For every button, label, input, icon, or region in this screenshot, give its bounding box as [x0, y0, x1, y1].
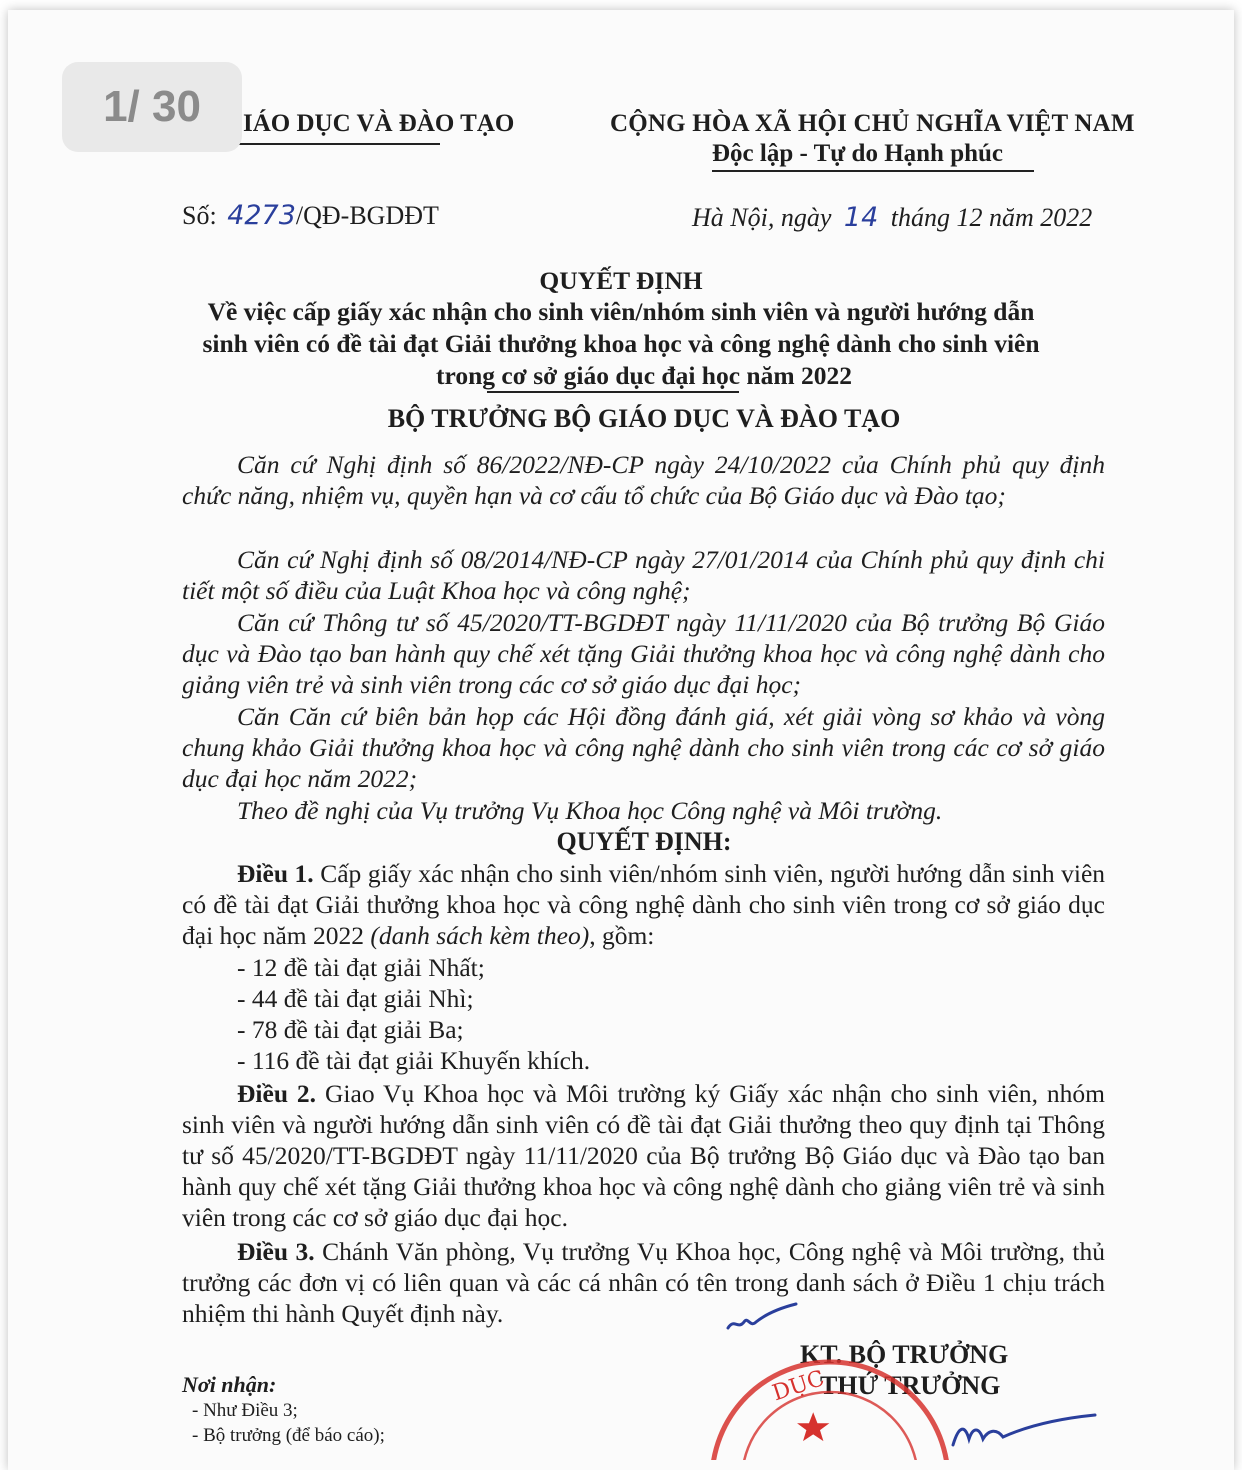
article-2-text: Giao Vụ Khoa học và Môi trường ký Giấy xác nhận cho sinh viên, nhóm sinh viên và người hướng dẫn sinh viên có đề tài đạt Giải thưởng theo quy định tại Thông tư số 45/2020/TT-BGDĐT ngày 11/11/2020 của Bộ trưởng Bộ Giáo dục và Đào tạo ban hành quy chế xét tặng Giải thưởng khoa học và công nghệ dành cho giảng viên trẻ và sinh viên trong các cơ sở giáo dục đại học. — [182, 1079, 1106, 1232]
article-2 — [182, 1078, 1105, 1233]
article-1-note: (danh sách kèm theo) — [370, 921, 590, 950]
motto-underline — [712, 170, 1034, 172]
page-indicator: 1/ 30 — [62, 62, 242, 152]
decision-subtitle-line-2: sinh viên có đề tài đạt Giải thưởng khoa học và công nghệ dành cho sinh viên — [202, 329, 1040, 358]
signature-role: THỨ TRƯỞNG — [820, 1371, 1001, 1400]
article-1-label: Điều 1. — [237, 859, 314, 888]
document-number-suffix: /QĐ-BGDĐT — [295, 201, 439, 230]
award-count-second: - 44 đề tài đạt giải Nhì; — [237, 984, 474, 1013]
article-2-label: Điều 2. — [237, 1079, 317, 1108]
handwritten-number: 4273 — [227, 200, 296, 231]
preamble-clause-2: Căn cứ Nghị định số 08/2014/NĐ-CP ngày 27/01/2014 của Chính phủ quy định chi tiết một số điều của Luật Khoa học và công nghệ; — [182, 545, 1105, 605]
article-1 — [182, 858, 1105, 951]
title-underline — [487, 391, 739, 393]
award-count-first: - 12 đề tài đạt giải Nhất; — [237, 953, 485, 982]
award-count-encouragement: - 116 đề tài đạt giải Khuyến khích. — [237, 1046, 591, 1075]
signature-title: KT. BỘ TRƯỞNG — [800, 1340, 1009, 1369]
handwritten-day: 14 — [843, 202, 879, 233]
national-motto: Độc lập - Tự do Hạnh phúc — [712, 140, 1004, 167]
seal-text: DỤC — [769, 1366, 828, 1407]
decision-subtitle-line-1: Về việc cấp giấy xác nhận cho sinh viên/nhóm sinh viên và người hướng dẫn — [207, 297, 1035, 326]
article-3-label: Điều 3. — [237, 1237, 315, 1266]
document-number-prefix: Số: — [182, 201, 217, 230]
handwritten-signature-icon — [945, 1405, 1105, 1451]
article-3-text: Chánh Văn phòng, Vụ trưởng Vụ Khoa học, Công nghệ và Môi trường, thủ trưởng các đơn vị có liên quan và các cá nhân có tên trong danh sách ở Điều 1 chịu trách nhiệm thi hành Quyết định này. — [182, 1237, 1106, 1328]
decision-title: QUYẾT ĐỊNH — [539, 266, 703, 295]
decision-heading: QUYẾT ĐỊNH: — [556, 827, 732, 856]
initials-mark-icon — [722, 1300, 802, 1336]
republic-name: CỘNG HÒA XÃ HỘI CHỦ NGHĨA VIỆT NAM — [610, 110, 1135, 137]
preamble-clause-5: Theo đề nghị của Vụ trưởng Vụ Khoa học Công nghệ và Môi trường. — [237, 796, 943, 825]
article-1-text: Cấp giấy xác nhận cho sinh viên/nhóm sinh viên, người hướng dẫn sinh viên có đề tài đạt Giải thưởng khoa học và công nghệ dành cho sinh viên trong cơ sở giáo dục đại học năm 2022 — [182, 859, 1106, 950]
preamble-clause-3: Căn cứ Thông tư số 45/2020/TT-BGDĐT ngày 11/11/2020 của Bộ trưởng Bộ Giáo dục và Đào tạo ban hành quy chế xét tặng Giải thưởng khoa học và công nghệ dành cho giảng viên trẻ và sinh viên trong các cơ sở giáo dục đại học; — [182, 608, 1105, 699]
article-1-tail: , gồm: — [589, 921, 655, 950]
date-line — [692, 202, 1092, 233]
decision-subtitle-line-3: trong cơ sở giáo dục đại học năm 2022 — [436, 361, 852, 390]
issuing-authority: BỘ TRƯỞNG BỘ GIÁO DỤC VÀ ĐÀO TẠO — [387, 404, 901, 433]
official-seal-icon — [705, 1350, 965, 1460]
date-suffix: tháng 12 năm 2022 — [890, 203, 1093, 232]
recipient-item: - Bộ trưởng (để báo cáo); — [192, 1425, 385, 1446]
recipient-item: - Như Điều 3; — [192, 1400, 298, 1421]
ministry-name: IÁO DỤC VÀ ĐÀO TẠO — [243, 110, 515, 137]
date-prefix: Hà Nội, ngày — [692, 203, 832, 232]
ministry-underline — [232, 143, 440, 145]
award-count-third: - 78 đề tài đạt giải Ba; — [237, 1015, 464, 1044]
recipients-heading: Nơi nhận: — [182, 1372, 277, 1397]
preamble-clause-1: Căn cứ Nghị định số 86/2022/NĐ-CP ngày 24/10/2022 của Chính phủ quy định chức năng, nhiệm vụ, quyền hạn và cơ cấu tổ chức của Bộ Giáo dục và Đào tạo; — [182, 450, 1105, 510]
article-3 — [182, 1236, 1105, 1329]
preamble-clause-4: Căn Căn cứ biên bản họp các Hội đồng đánh giá, xét giải vòng sơ khảo và vòng chung khảo Giải thưởng khoa học và công nghệ dành cho sinh viên trong các cơ sở giáo dục đại học năm 2022; — [182, 702, 1105, 793]
document-number — [182, 200, 439, 231]
